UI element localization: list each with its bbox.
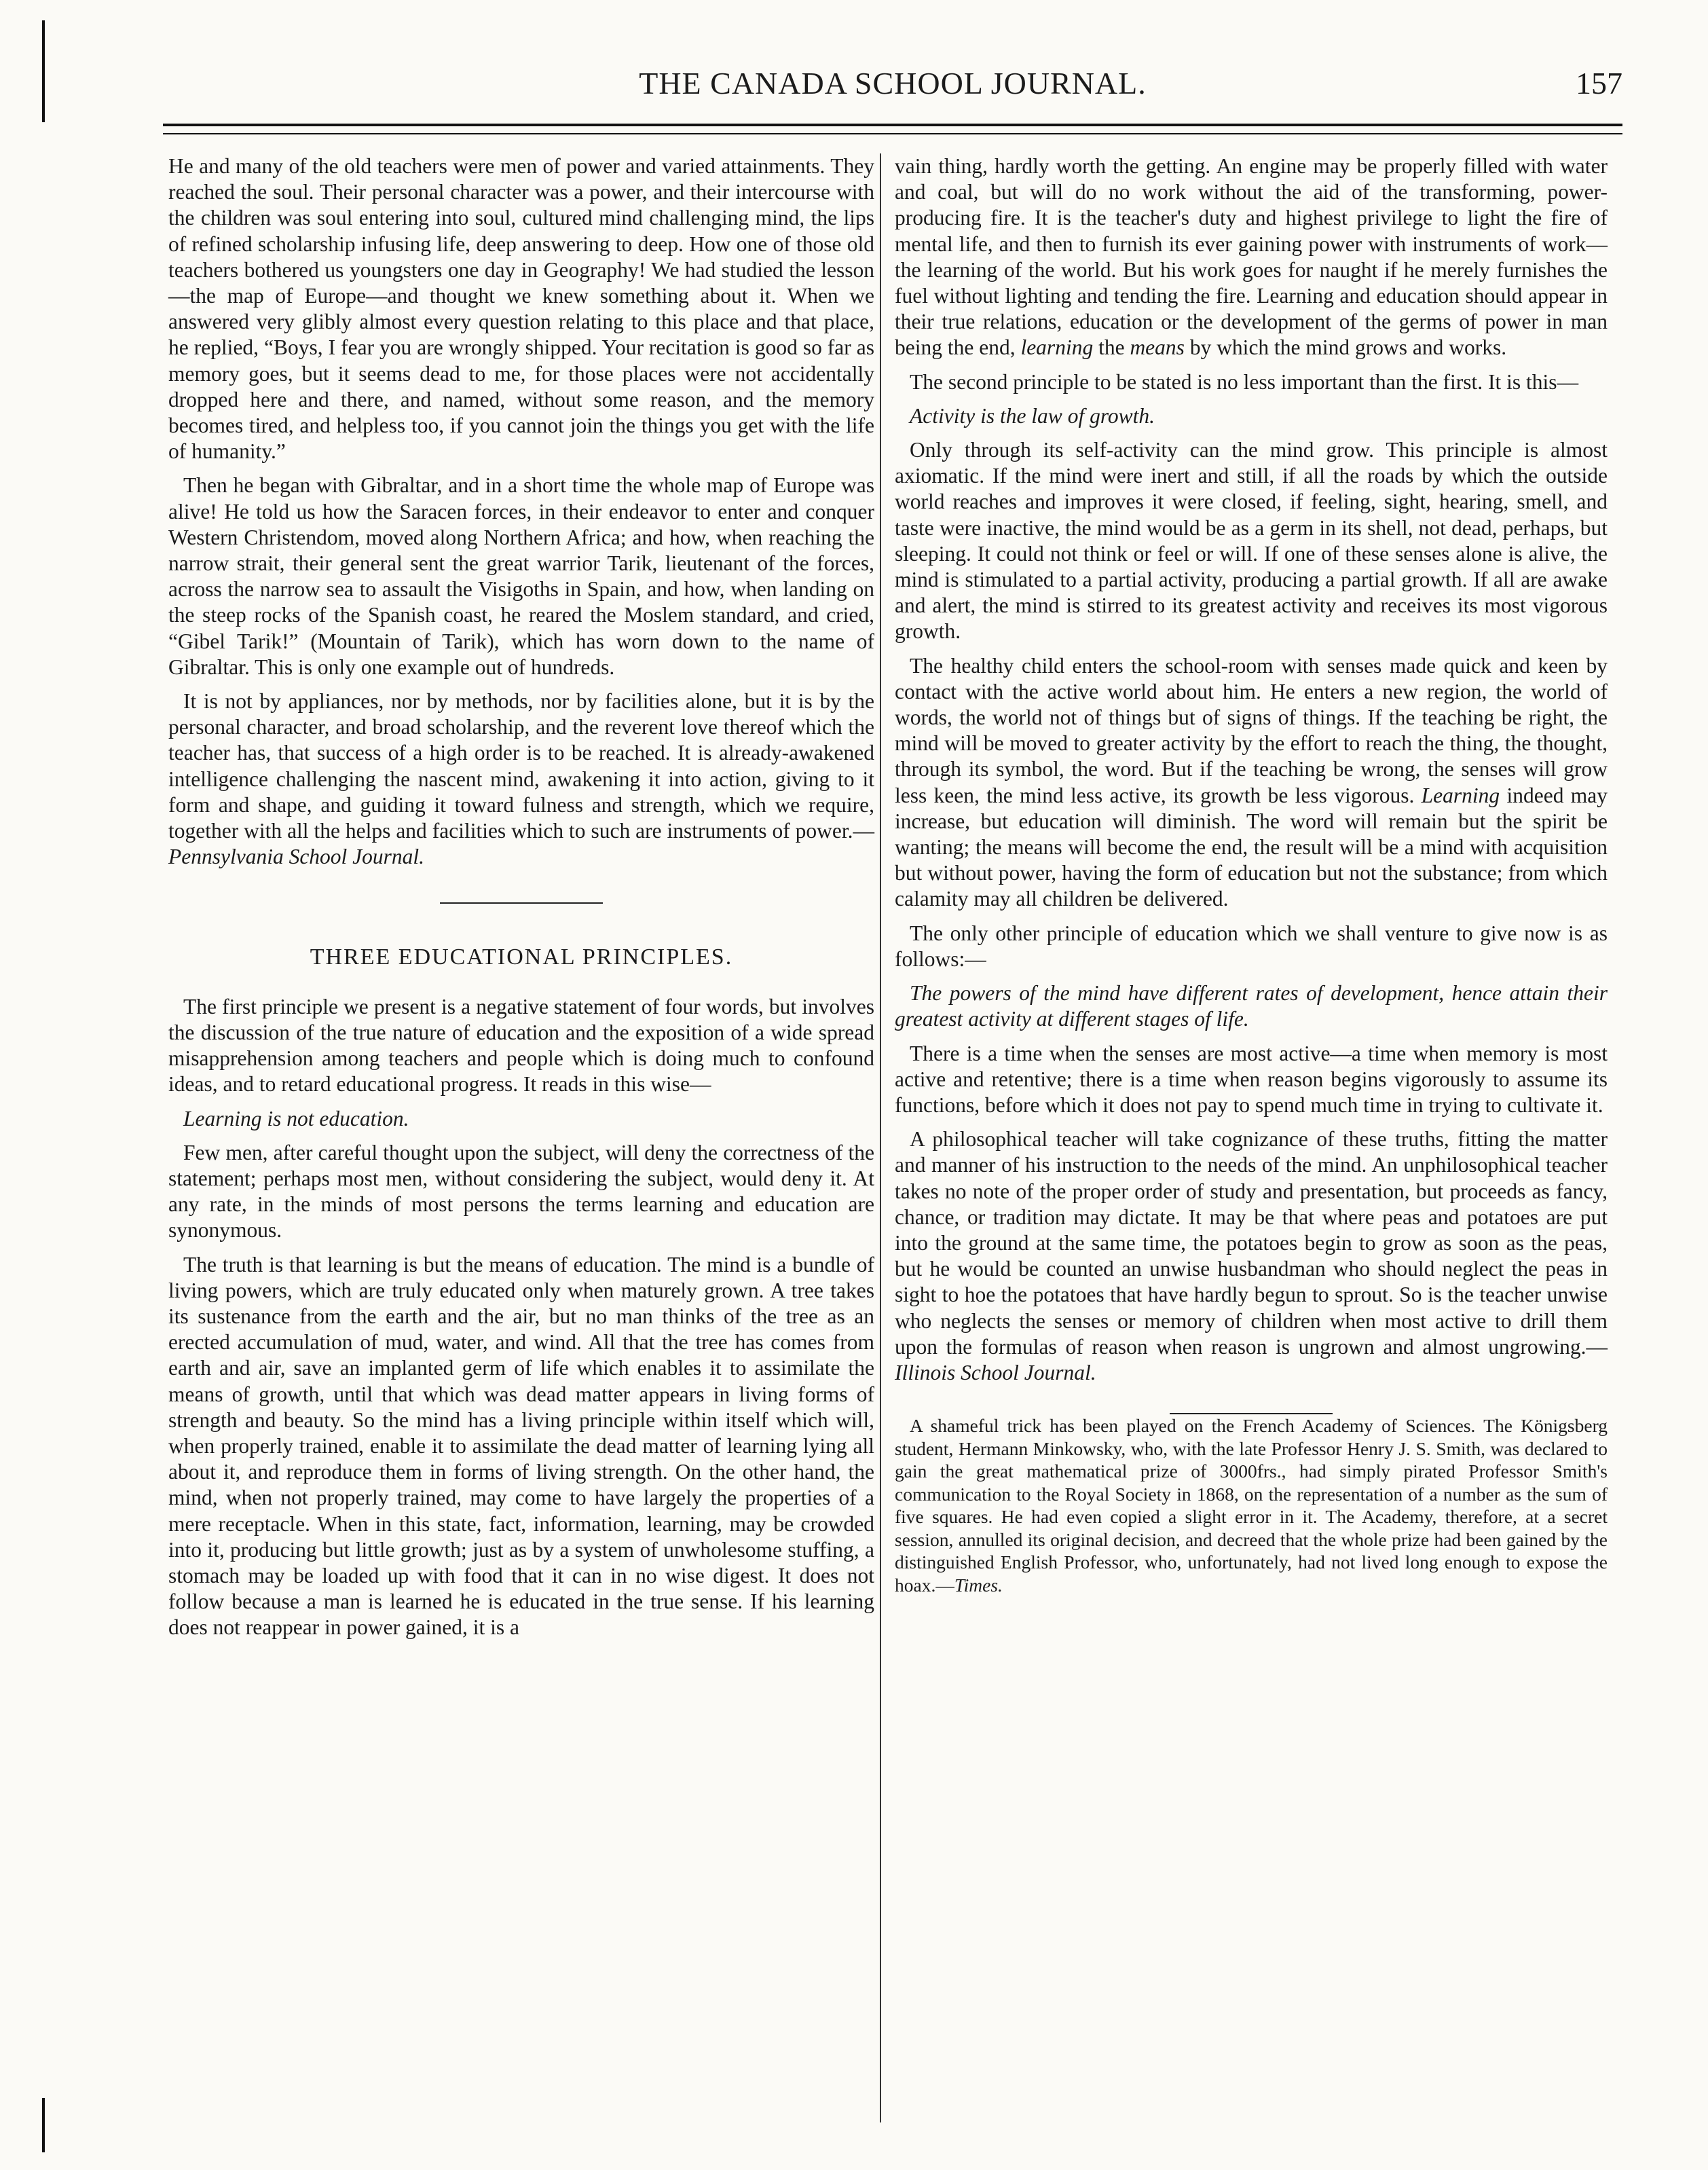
paragraph: He and many of the old teachers were men of power and varied attainments. They reached the soul. Their personal character was a power, and their intercourse with the children was soul entering into soul, cultured mind challenging mind, the lips of refined scholarship infusing life, deep answering to deep. How one of those old teachers bothered us youngsters one day in Geography! We had studied the lesson—the map of Europe—and thought we knew something about it. When we answered very glibly almost every question relating to this place and that place, he replied, “Boys, I fear you are wrongly shipped. Your recitation is good so far as memory goes, but it seems dead to me, for those places were not accidentally dropped here and there, and named, without some reason, and the memory becomes tired, and helpless too, if you cannot join the things you get with the life of humanity.” xyxy=(168,154,874,464)
page-number: 157 xyxy=(1576,66,1622,100)
principle-statement: The powers of the mind have different rates of development, hence attain their greatest activity at different stages of life. xyxy=(895,981,1608,1031)
paragraph: The first principle we present is a negative statement of four words, but involves the discussion of the true nature of education and the exposition of a wide spread misapprehension among teachers and people which is doing much to confound ideas, and to retard educational progress. It reads in this wise— xyxy=(168,994,874,1097)
news-note xyxy=(895,1414,1608,1596)
right-column xyxy=(895,153,1608,1604)
column-divider xyxy=(880,153,881,2122)
paragraph-text: indeed may increase, but education will diminish. The word will remain but the spirit be wanting; the means will become the end, the result will be a mind with acquisition but without power, having the form of education but not the substance; from which calamity may all children be delivered. xyxy=(895,783,1608,911)
paragraph xyxy=(895,1126,1608,1386)
header-rule-thin xyxy=(163,133,1622,134)
paragraph xyxy=(895,653,1608,913)
paragraph-text: A philosophical teacher will take cognizance of these truths, fitting the matter and manner of his instruction to the needs of the mind. An unphilosophical teacher takes no note of the proper order of study and presentation, but proceeds as fancy, chance, or tradition may dictate. It may be that where peas and potatoes are put into the ground at the same time, the potatoes begin to grow as soon as the peas, but he would be counted an unwise husbandman who should neglect the peas in sight to hoe the potatoes that have hardly begun to sprout. So is the teacher unwise who neglects the senses or memory of children when most active to drill them upon the formulas of reason when reason is ungrown and almost ungrowing.— xyxy=(895,1127,1608,1359)
note-text: A shameful trick has been played on the French Academy of Sciences. The Königsberg student, Hermann Minkowsky, who, with the late Professor Henry J. S. Smith, was declared to gain the great mathematical prize of 3000frs., had simply pirated Professor Smith's communication to the Royal Society in 1868, on the representation of a number as the sum of five squares. He had even copied a slight error in it. The Academy, therefore, at a secret session, annulled its original decision, and decreed that the whole prize had been gained by the distinguished English Professor, who, unfortunately, had not lived long enough to expose the hoax.— xyxy=(895,1415,1608,1596)
paragraph-text: It is not by appliances, nor by methods, nor by facilities alone, but it is by the personal character, and broad scholarship, and the reverent love thereof which the teacher has, that success of a high order is to be reached. It is already-awakened intelligence challenging the nascent mind, awakening it into action, giving to it form and shape, and guiding it toward fulness and strength, which we require, together with all the helps and facilities which to such are instruments of power.— xyxy=(168,689,874,843)
principle-statement: Learning is not education. xyxy=(183,1106,409,1130)
paragraph: There is a time when the senses are most active—a time when memory is most active and retentive; there is a time when reason begins vigorously to assume its functions, before which it does not pay to spend much time in trying to cultivate it. xyxy=(895,1041,1608,1117)
paragraph-text: by which the mind grows and works. xyxy=(1189,335,1507,360)
emphasis: learning xyxy=(1020,335,1094,360)
emphasis: means xyxy=(1130,335,1185,360)
section-title: THREE EDUCATIONAL PRINCIPLES. xyxy=(310,944,733,970)
paragraph xyxy=(168,688,874,870)
header-rule xyxy=(163,124,1622,126)
page-header xyxy=(163,65,1622,113)
section-rule xyxy=(440,902,603,904)
binding-mark xyxy=(42,20,45,122)
journal-title: THE CANADA SCHOOL JOURNAL. xyxy=(639,66,1147,100)
binding-mark xyxy=(42,2098,45,2152)
paragraph: The second principle to be stated is no less important than the first. It is this— xyxy=(910,369,1579,394)
source-citation: Pennsylvania School Journal. xyxy=(168,845,425,869)
source-citation: Illinois School Journal. xyxy=(895,1360,1096,1384)
paragraph-text: The healthy child enters the school-room with senses made quick and keen by contact with the active world about him. He enters a new region, the world of words, the world not of things but of signs of things. If the teaching be right, the mind will be moved to greater activity by the effort to reach the thing, the thought, through its symbol, the word. But if the teaching be wrong, the senses will grow less keen, the mind less active, its growth be less vigorous. xyxy=(895,653,1608,807)
paragraph-text: the xyxy=(1098,335,1125,360)
paragraph: The only other principle of education which we shall venture to give now is as follows:— xyxy=(895,921,1608,971)
principle-statement: Activity is the law of growth. xyxy=(910,403,1155,428)
emphasis: Learning xyxy=(1421,783,1500,807)
source-citation: Times. xyxy=(954,1574,1003,1596)
paragraph: Only through its self-activity can the mind grow. This principle is almost axiomatic. If the mind were inert and still, if all the roads by which the outside world reaches and improves it were closed, if feeling, sight, hearing, smell, and taste were inactive, the mind would be as a germ in its shell, not dead, perhaps, but sleeping. It could not think or feel or will. If one of these senses alone is alive, the mind is stimulated to a partial activity, producing a partial growth. If all are awake and alert, the mind is stirred to its greatest activity and receives its most vigorous growth. xyxy=(895,438,1608,644)
paragraph-text: vain thing, hardly worth the getting. An engine may be properly filled with water and coal, but will do no work without the aid of the transforming, power-producing fire. It is the teacher's duty and highest privilege to light the fire of mental life, and then to furnish its ever gaining power with instruments of work—the learning of the world. But his work goes for naught if he merely furnishes the fuel without lighting and tending the fire. Learning and education should appear in their true relations, education or the development of the germs of power in man being the end, xyxy=(895,154,1608,360)
paragraph: Few men, after careful thought upon the subject, will deny the correctness of the statement; perhaps most men, without considering the subject, would deny it. At any rate, in the minds of most persons the terms learning and education are synonymous. xyxy=(168,1140,874,1243)
paragraph: Then he began with Gibraltar, and in a short time the whole map of Europe was alive! He told us how the Saracen forces, in their endeavor to enter and conquer Western Christendom, moved along Northern Africa; and how, when reaching the narrow strait, their general sent the great warrior Tarik, lieutenant of the forces, across the narrow sea to assault the Visigoths in Spain, and how, when landing on the steep rocks of the Spanish coast, he reared the Moslem standard, and cried, “Gibel Tarik!” (Mountain of Tarik), which has worn down to the name of Gibraltar. This is only one example out of hundreds. xyxy=(168,473,874,679)
left-column xyxy=(168,153,874,1649)
paragraph xyxy=(895,153,1608,361)
paragraph: The truth is that learning is but the means of education. The mind is a bundle of living powers, which are truly educated only when maturely grown. A tree takes its sustenance from the earth and the air, but no man thinks of the tree as an erected accumulation of mud, water, and wind. All that the tree has comes from earth and air, save an implanted germ of life which enables it to assimilate the means of growth, until that which was dead matter appears in living forms of strength and beauty. So the mind has a living principle within itself which will, when properly trained, enable it to assimilate the dead matter of learning lying all about it, and reproduce them in forms of living strength. On the other hand, the mind, when not properly trained, may come to have largely the properties of a mere receptacle. When in this state, fact, information, learning, may be crowded into it, producing but little growth; just as by a system of unwholesome stuffing, a stomach may be loaded up with food that it can in no wise digest. It does not follow because a man is learned he is educated in the true sense. If his learning does not reappear in power gained, it is a xyxy=(168,1252,874,1640)
